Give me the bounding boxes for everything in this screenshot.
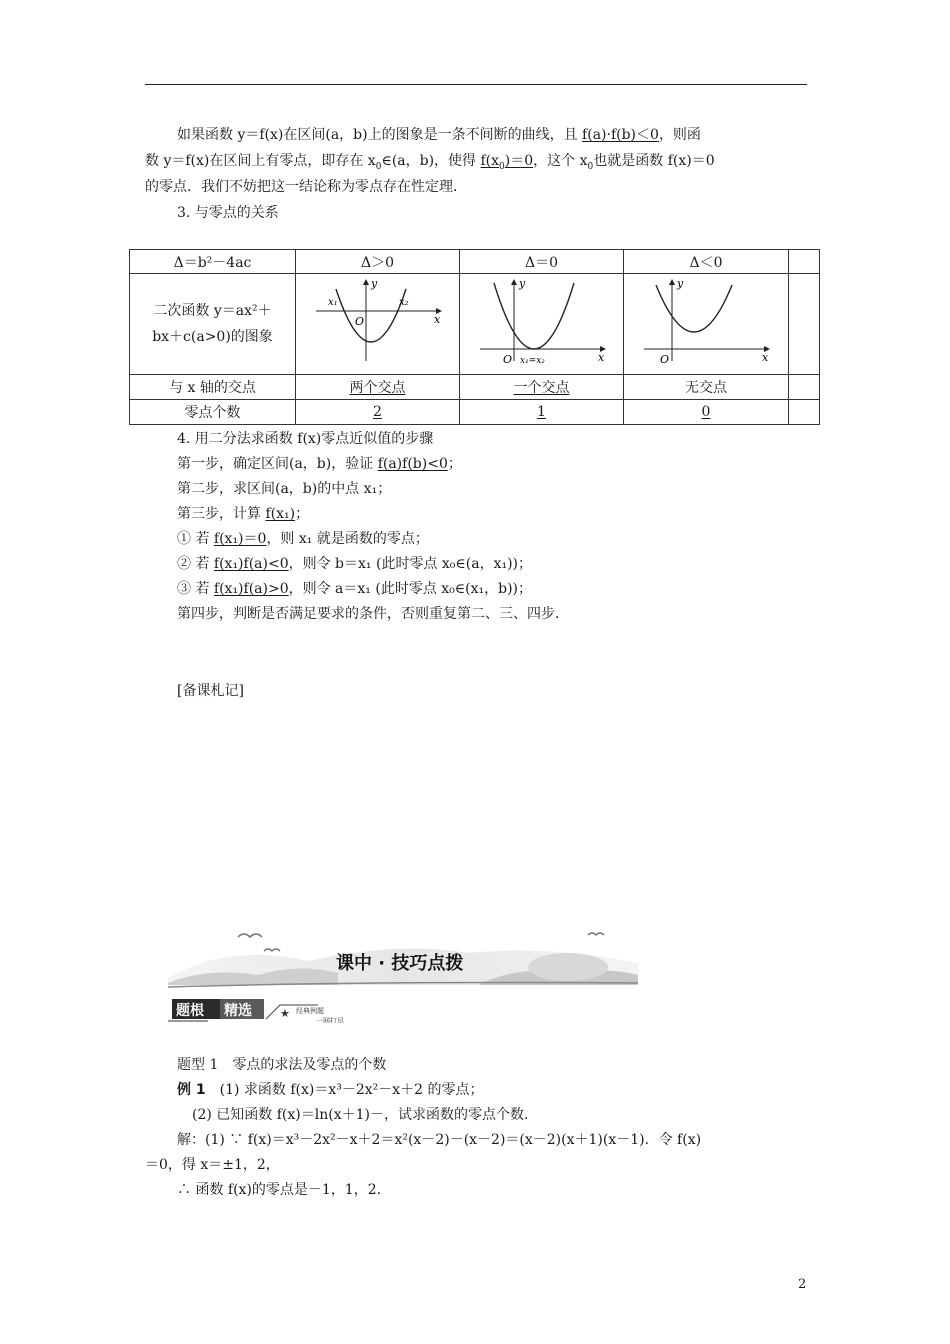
parabola-one-root-graph xyxy=(472,277,612,367)
table-header-negative: Δ＜0 xyxy=(624,250,789,274)
solution-line-3: ∴ 函数 f(x)的零点是－1，1，2. xyxy=(177,1182,382,1198)
lesson-banner xyxy=(168,923,638,1023)
zero-count-zero: 1 xyxy=(460,400,624,425)
svg-text:O: O xyxy=(502,353,512,366)
svg-text:x: x xyxy=(597,351,604,364)
solution-line-2: ＝0，得 x＝±1，2， xyxy=(145,1157,280,1173)
intersection-negative: 无交点 xyxy=(624,375,789,400)
example-1-question-1: 例 1 (1) 求函数 f(x)＝x³－2x²－x＋2 的零点； xyxy=(177,1082,484,1098)
step-1: 第一步，确定区间(a，b)，验证 f(a)f(b)<0； xyxy=(177,456,462,472)
table-extra-cell xyxy=(789,400,820,425)
svg-text:一网打尽: 一网打尽 xyxy=(316,1017,344,1023)
svg-text:x: x xyxy=(433,313,440,326)
svg-text:O: O xyxy=(354,315,364,328)
solution-line-1: 解：(1) ∵ f(x)＝x³－2x²－x＋2＝x²(x－2)－(x－2)＝(x－2)(x＋1)(x－1)．令 f(x) xyxy=(177,1132,702,1148)
table-header-discriminant: Δ＝b²－4ac xyxy=(130,250,296,274)
zero-count-negative: 0 xyxy=(624,400,789,425)
svg-text:经典例题: 经典例题 xyxy=(296,1007,324,1015)
case-2: ② 若 f(x₁)f(a)<0，则令 b＝x₁ (此时零点 x₀∈(a，x₁))； xyxy=(177,556,533,572)
table-extra-cell xyxy=(789,274,820,375)
step-3: 第三步，计算 f(x₁)； xyxy=(177,506,310,522)
case-3: ③ 若 f(x₁)f(a)>0，则令 a＝x₁ (此时零点 x₀∈(x₁，b))； xyxy=(177,581,533,597)
table-extra-cell xyxy=(789,250,820,274)
svg-text:O: O xyxy=(660,353,670,366)
row-intersection-label: 与 x 轴的交点 xyxy=(130,375,296,400)
example-1-question-2: (2) 已知函数 f(x)＝ln(x＋1)－，试求函数的零点个数． xyxy=(192,1107,538,1123)
parabola-no-root-graph xyxy=(636,277,776,367)
theorem-line-1: 如果函数 y＝f(x)在区间(a，b)上的图象是一条不间断的曲线，且 f(a)·f(b)＜0，则函 xyxy=(177,127,701,143)
svg-text:y: y xyxy=(518,277,525,290)
notes-label: [备课札记] xyxy=(177,683,244,699)
zero-count-positive: 2 xyxy=(296,400,460,425)
svg-text:y: y xyxy=(370,277,377,290)
svg-text:y: y xyxy=(677,277,684,290)
theorem-line-3: 的零点．我们不妨把这一结论称为零点存在性定理． xyxy=(145,179,467,195)
header-rule xyxy=(145,84,807,85)
star-icon: ★ xyxy=(280,1007,290,1020)
row-zero-count-label: 零点个数 xyxy=(130,400,296,425)
row-graph-label: 二次函数 y＝ax²＋ bx＋c(a>0)的图象 xyxy=(130,274,296,375)
table-header-zero: Δ＝0 xyxy=(460,250,624,274)
case-1: ① 若 f(x₁)＝0，则 x₁ 就是函数的零点； xyxy=(177,531,429,547)
graph-two-roots xyxy=(296,274,460,375)
svg-text:题根: 题根 xyxy=(176,1003,204,1019)
intersection-zero: 一个交点 xyxy=(460,375,624,400)
page-number: 2 xyxy=(798,1277,807,1292)
svg-text:精选: 精选 xyxy=(224,1003,252,1019)
section-3-title: 3. 与零点的关系 xyxy=(177,205,279,221)
theorem-line-2: 数 y＝f(x)在区间上有零点，即存在 $x_0\in(a$，b)，使得 $f(x_0)=0$，这个 $x_0$也就是函数 f(x)＝0 xyxy=(145,153,715,172)
svg-text:x: x xyxy=(762,351,769,364)
section-4-title: 4. 用二分法求函数 f(x)零点近似值的步骤 xyxy=(177,431,434,447)
banner-landscape-graphic xyxy=(168,923,638,1023)
step-4: 第四步，判断是否满足要求的条件，否则重复第二、三、四步． xyxy=(177,606,569,622)
table-header-positive: Δ＞0 xyxy=(296,250,460,274)
parabola-two-roots-graph xyxy=(308,277,448,367)
problem-type-title: 题型 1 零点的求法及零点的个数 xyxy=(177,1057,387,1073)
table-extra-cell xyxy=(789,375,820,400)
svg-text:x₁: x₁ xyxy=(327,297,338,308)
step-2: 第二步，求区间(a，b)的中点 x₁； xyxy=(177,481,392,497)
graph-one-root xyxy=(460,274,624,375)
intersection-positive: 两个交点 xyxy=(296,375,460,400)
zero-relation-table xyxy=(129,249,820,425)
svg-text:课中 · 技巧点拨: 课中 · 技巧点拨 xyxy=(336,953,464,974)
svg-text:x₂: x₂ xyxy=(398,297,409,308)
graph-no-root xyxy=(624,274,789,375)
svg-text:x₁=x₂: x₁=x₂ xyxy=(519,356,545,366)
